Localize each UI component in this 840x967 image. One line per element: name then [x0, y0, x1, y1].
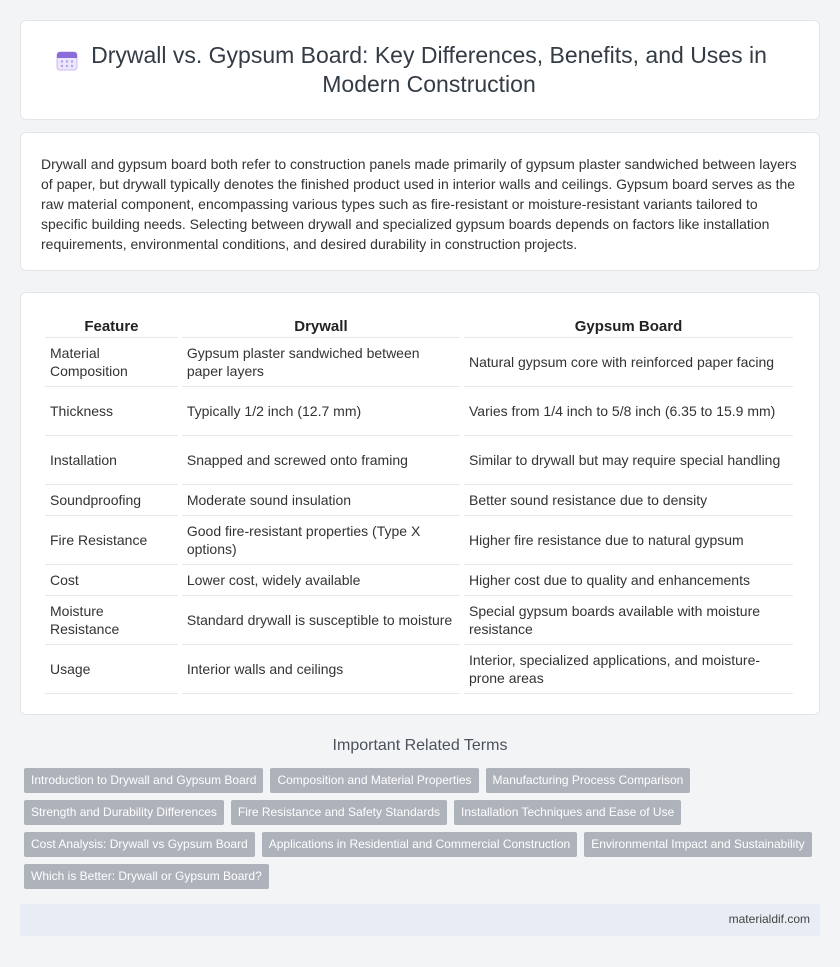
intro-paragraph: Drywall and gypsum board both refer to construction panels made primarily of gypsum plaster sandwiched between layers of paper, but drywall typically denotes the finished product used in interior walls and ceilings. Gypsum board serves as the raw material component, encompassing various types such as fire-resistant or moisture-resistant variants tailored to specific building needs. Selecting between drywall and specialized gypsum boards depends on factors like installation requirements, environmental conditions, and desired durability in construction projects.	[41, 156, 797, 252]
header-card	[20, 20, 820, 120]
table-cell: Lower cost, widely available	[182, 565, 460, 596]
table-row	[45, 485, 793, 516]
table-cell: Installation	[45, 436, 178, 485]
table-cell: Moisture Resistance	[45, 596, 178, 645]
tag-row	[24, 864, 824, 889]
related-term-tag[interactable]: Manufacturing Process Comparison	[486, 768, 691, 793]
table-row	[45, 387, 793, 436]
footer	[20, 904, 820, 936]
table-row	[45, 596, 793, 645]
header-drywall: Drywall	[182, 317, 460, 338]
related-term-tag[interactable]: Cost Analysis: Drywall vs Gypsum Board	[24, 832, 255, 857]
table-cell: Usage	[45, 645, 178, 694]
table-cell: Interior walls and ceilings	[182, 645, 460, 694]
table-cell: Varies from 1/4 inch to 5/8 inch (6.35 to 15.9 mm)	[464, 387, 793, 436]
table-row	[45, 436, 793, 485]
table-cell: Typically 1/2 inch (12.7 mm)	[182, 387, 460, 436]
table-cell: Fire Resistance	[45, 516, 178, 565]
table-cell: Interior, specialized applications, and moisture-prone areas	[464, 645, 793, 694]
related-term-tag[interactable]: Introduction to Drywall and Gypsum Board	[24, 768, 263, 793]
table-cell: Better sound resistance due to density	[464, 485, 793, 516]
tag-row	[24, 832, 824, 857]
related-term-tag[interactable]: Applications in Residential and Commercial Construction	[262, 832, 577, 857]
table-row	[45, 645, 793, 694]
related-term-tag[interactable]: Installation Techniques and Ease of Use	[454, 800, 681, 825]
table-header-row	[45, 317, 793, 338]
table-cell: Higher cost due to quality and enhancements	[464, 565, 793, 596]
table-cell: Moderate sound insulation	[182, 485, 460, 516]
header-feature: Feature	[45, 317, 178, 338]
related-terms-title: Important Related Terms	[332, 737, 508, 754]
intro-card	[20, 132, 820, 271]
table-cell: Higher fire resistance due to natural gypsum	[464, 516, 793, 565]
table-cell: Soundproofing	[45, 485, 178, 516]
table-cell: Cost	[45, 565, 178, 596]
related-term-tag[interactable]: Which is Better: Drywall or Gypsum Board?	[24, 864, 269, 889]
tag-row	[24, 800, 824, 825]
table-cell: Thickness	[45, 387, 178, 436]
table-cell: Special gypsum boards available with moisture resistance	[464, 596, 793, 645]
table-row	[45, 565, 793, 596]
table-row	[45, 338, 793, 387]
related-term-tag[interactable]: Composition and Material Properties	[270, 768, 478, 793]
comparison-table-card	[20, 292, 820, 715]
related-term-tag[interactable]: Environmental Impact and Sustainability	[584, 832, 811, 857]
table-cell: Similar to drywall but may require special handling	[464, 436, 793, 485]
page-title: Drywall vs. Gypsum Board: Key Differences, Benefits, and Uses in Modern Construction	[91, 42, 767, 97]
comparison-table	[41, 317, 797, 694]
header-gypsum-board: Gypsum Board	[464, 317, 793, 338]
related-term-tag[interactable]: Strength and Durability Differences	[24, 800, 224, 825]
tag-row	[24, 768, 824, 793]
related-terms-list	[24, 768, 824, 896]
table-cell: Natural gypsum core with reinforced paper facing	[464, 338, 793, 387]
table-cell: Standard drywall is susceptible to moisture	[182, 596, 460, 645]
table-cell: Snapped and screwed onto framing	[182, 436, 460, 485]
footer-site-link[interactable]: materialdif.com	[728, 912, 810, 926]
table-row	[45, 516, 793, 565]
table-cell: Good fire-resistant properties (Type X options)	[182, 516, 460, 565]
related-term-tag[interactable]: Fire Resistance and Safety Standards	[231, 800, 447, 825]
table-cell: Material Composition	[45, 338, 178, 387]
table-cell: Gypsum plaster sandwiched between paper layers	[182, 338, 460, 387]
